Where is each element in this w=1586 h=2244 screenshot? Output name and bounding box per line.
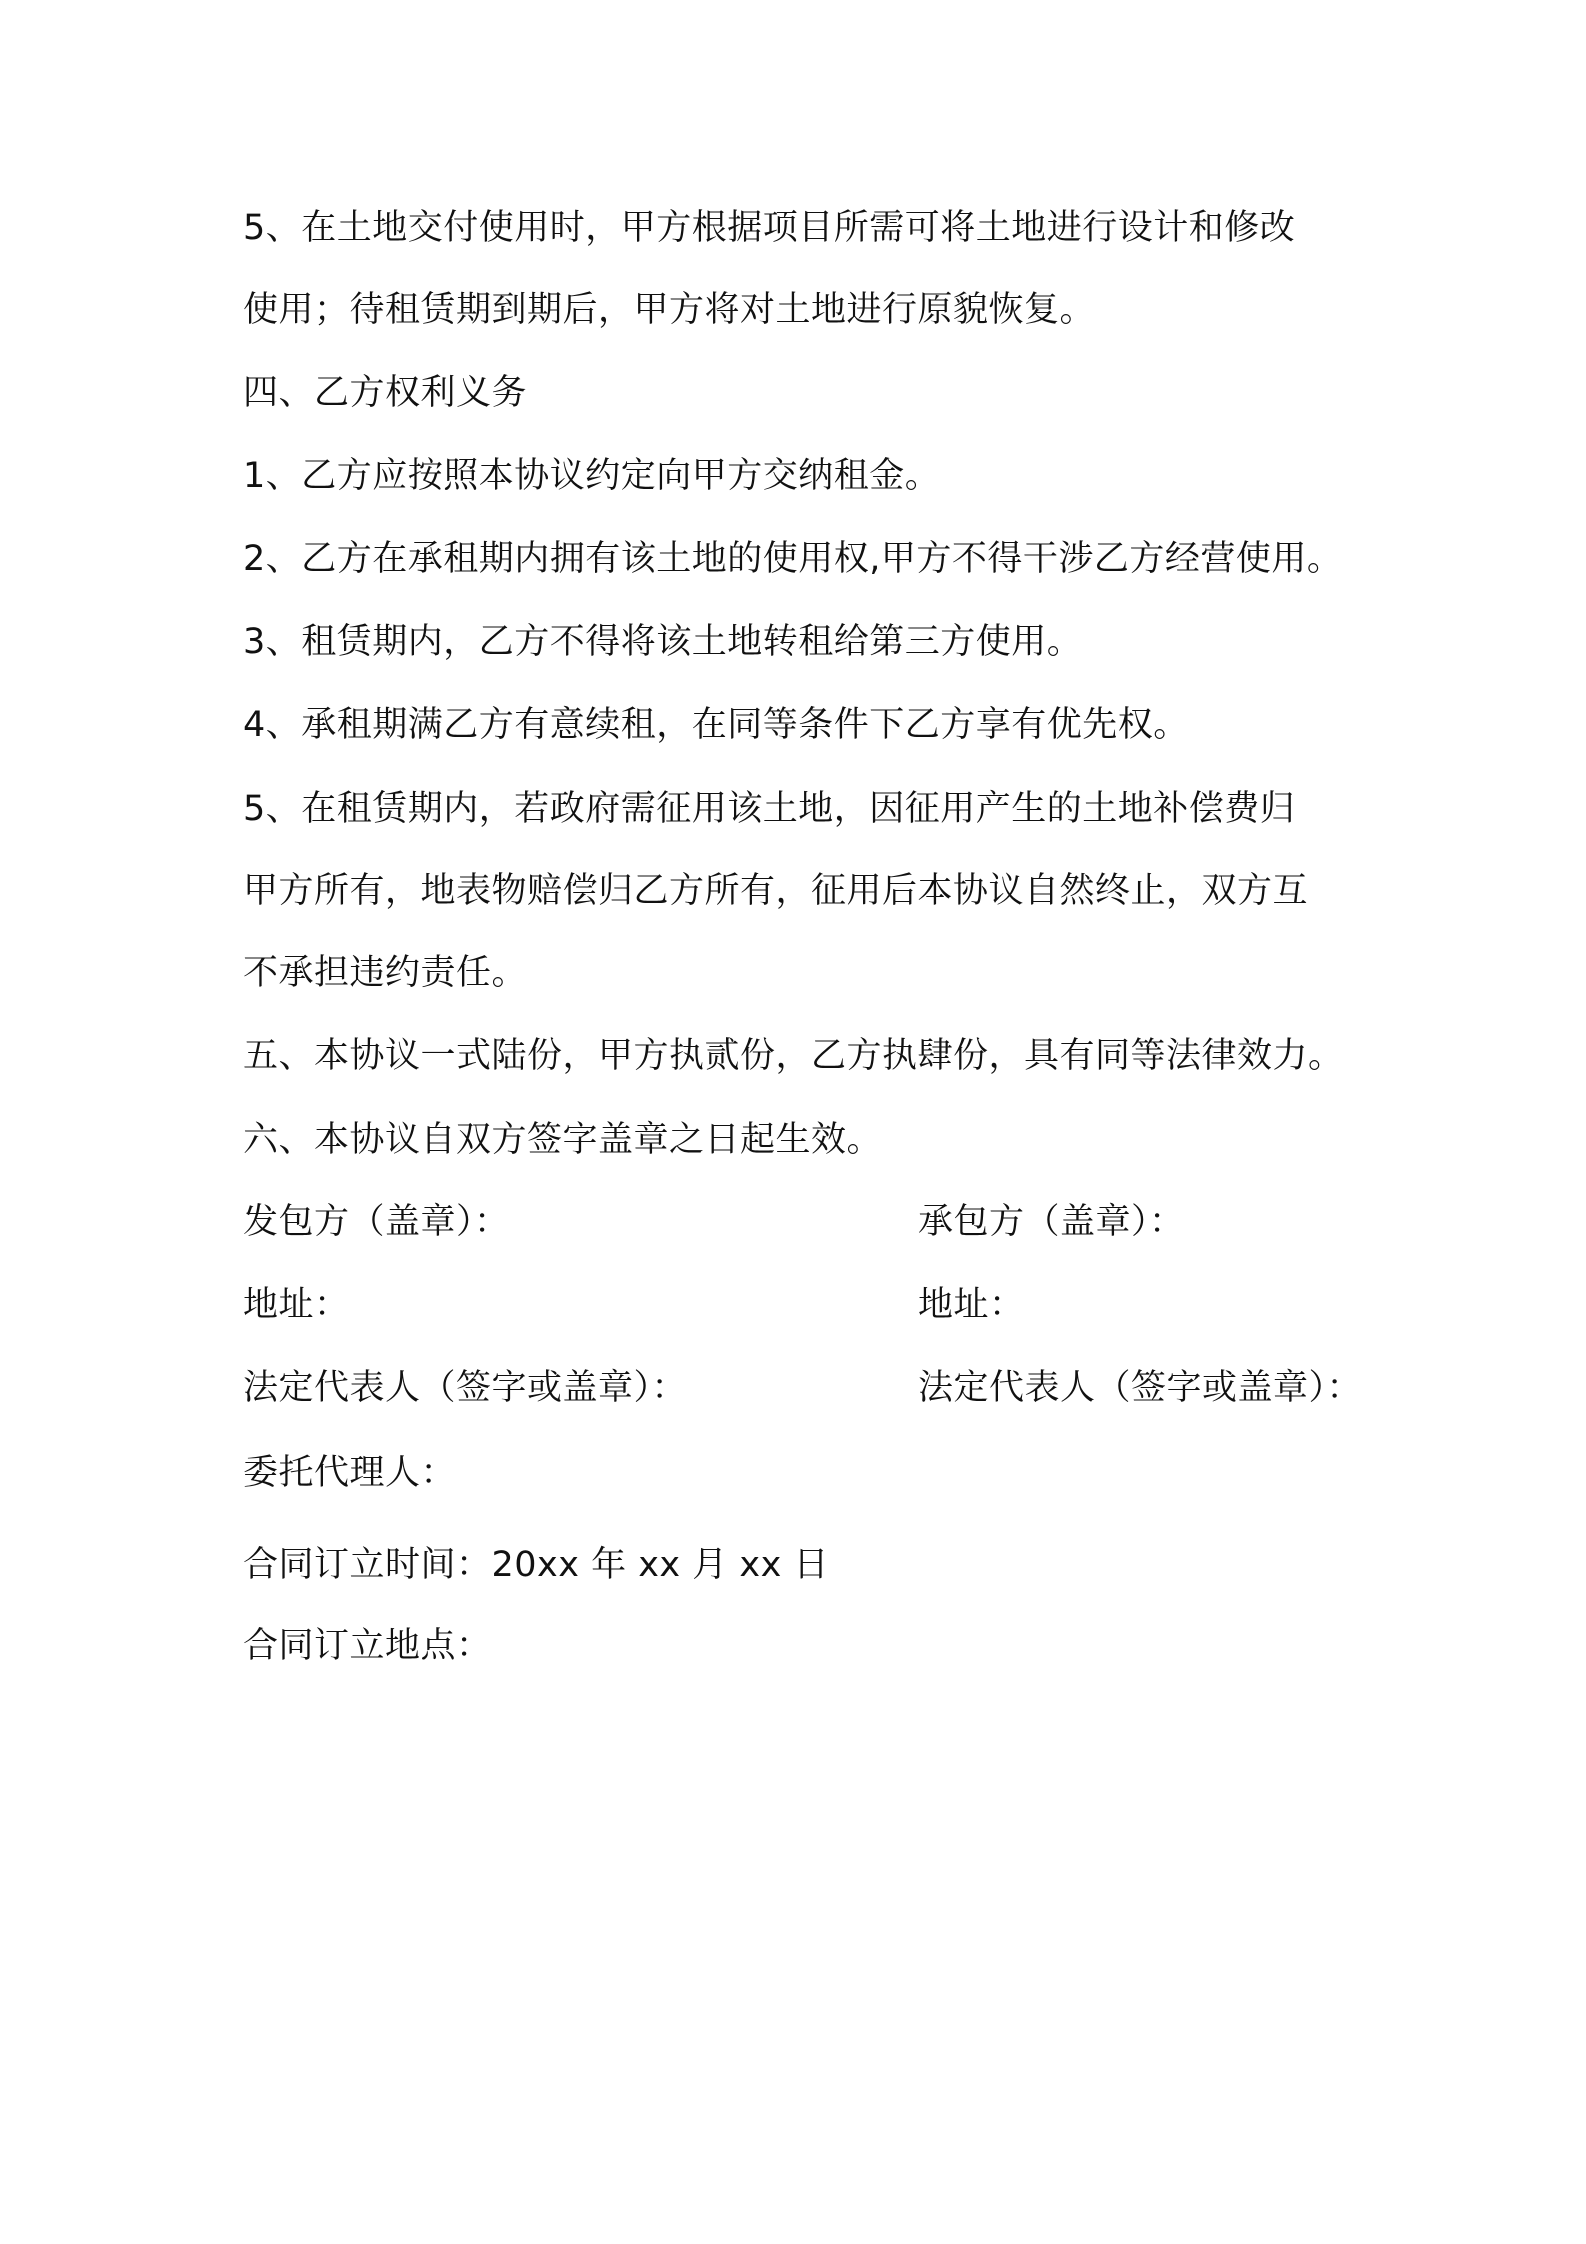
clause-4-5-line-3: 不承担违约责任。 [243,953,528,993]
clause-4-3: 3、租赁期内，乙方不得将该土地转租给第三方使用。 [243,622,1083,662]
contract-place-label: 合同订立地点： [243,1626,492,1666]
party-a-seal-label: 发包方（盖章）： [243,1202,510,1242]
contract-date-label: 合同订立时间：20xx 年 xx 月 xx 日 [243,1545,829,1585]
party-a-legal-rep-label: 法定代表人（签字或盖章）： [243,1368,688,1408]
clause-4-4: 4、承租期满乙方有意续租，在同等条件下乙方享有优先权。 [243,705,1189,745]
party-b-address-label: 地址： [918,1285,1025,1325]
party-b-seal-label: 承包方（盖章）： [918,1202,1185,1242]
section-five-copies: 五、本协议一式陆份，甲方执贰份，乙方执肆份，具有同等法律效力。 [243,1036,1344,1076]
party-b-legal-rep-label: 法定代表人（签字或盖章）： [918,1368,1363,1408]
clause-4-1: 1、乙方应按照本协议约定向甲方交纳租金。 [243,456,941,496]
clause-4-5-line-2: 甲方所有，地表物赔偿归乙方所有，征用后本协议自然终止，双方互 [243,871,1309,911]
clause-4-5-line-1: 5、在租赁期内，若政府需征用该土地，因征用产生的土地补偿费归 [243,789,1296,829]
clause-4-2: 2、乙方在承租期内拥有该土地的使用权,甲方不得干涉乙方经营使用。 [243,539,1343,579]
section-heading-party-b-rights: 四、乙方权利义务 [243,373,528,413]
party-a-address-label: 地址： [243,1285,350,1325]
agent-label: 委托代理人： [243,1453,457,1493]
section-six-effective: 六、本协议自双方签字盖章之日起生效。 [243,1120,883,1160]
clause-3-5-line-2: 使用；待租赁期到期后，甲方将对土地进行原貌恢复。 [243,290,1096,330]
clause-3-5-line-1: 5、在土地交付使用时，甲方根据项目所需可将土地进行设计和修改 [243,208,1296,248]
